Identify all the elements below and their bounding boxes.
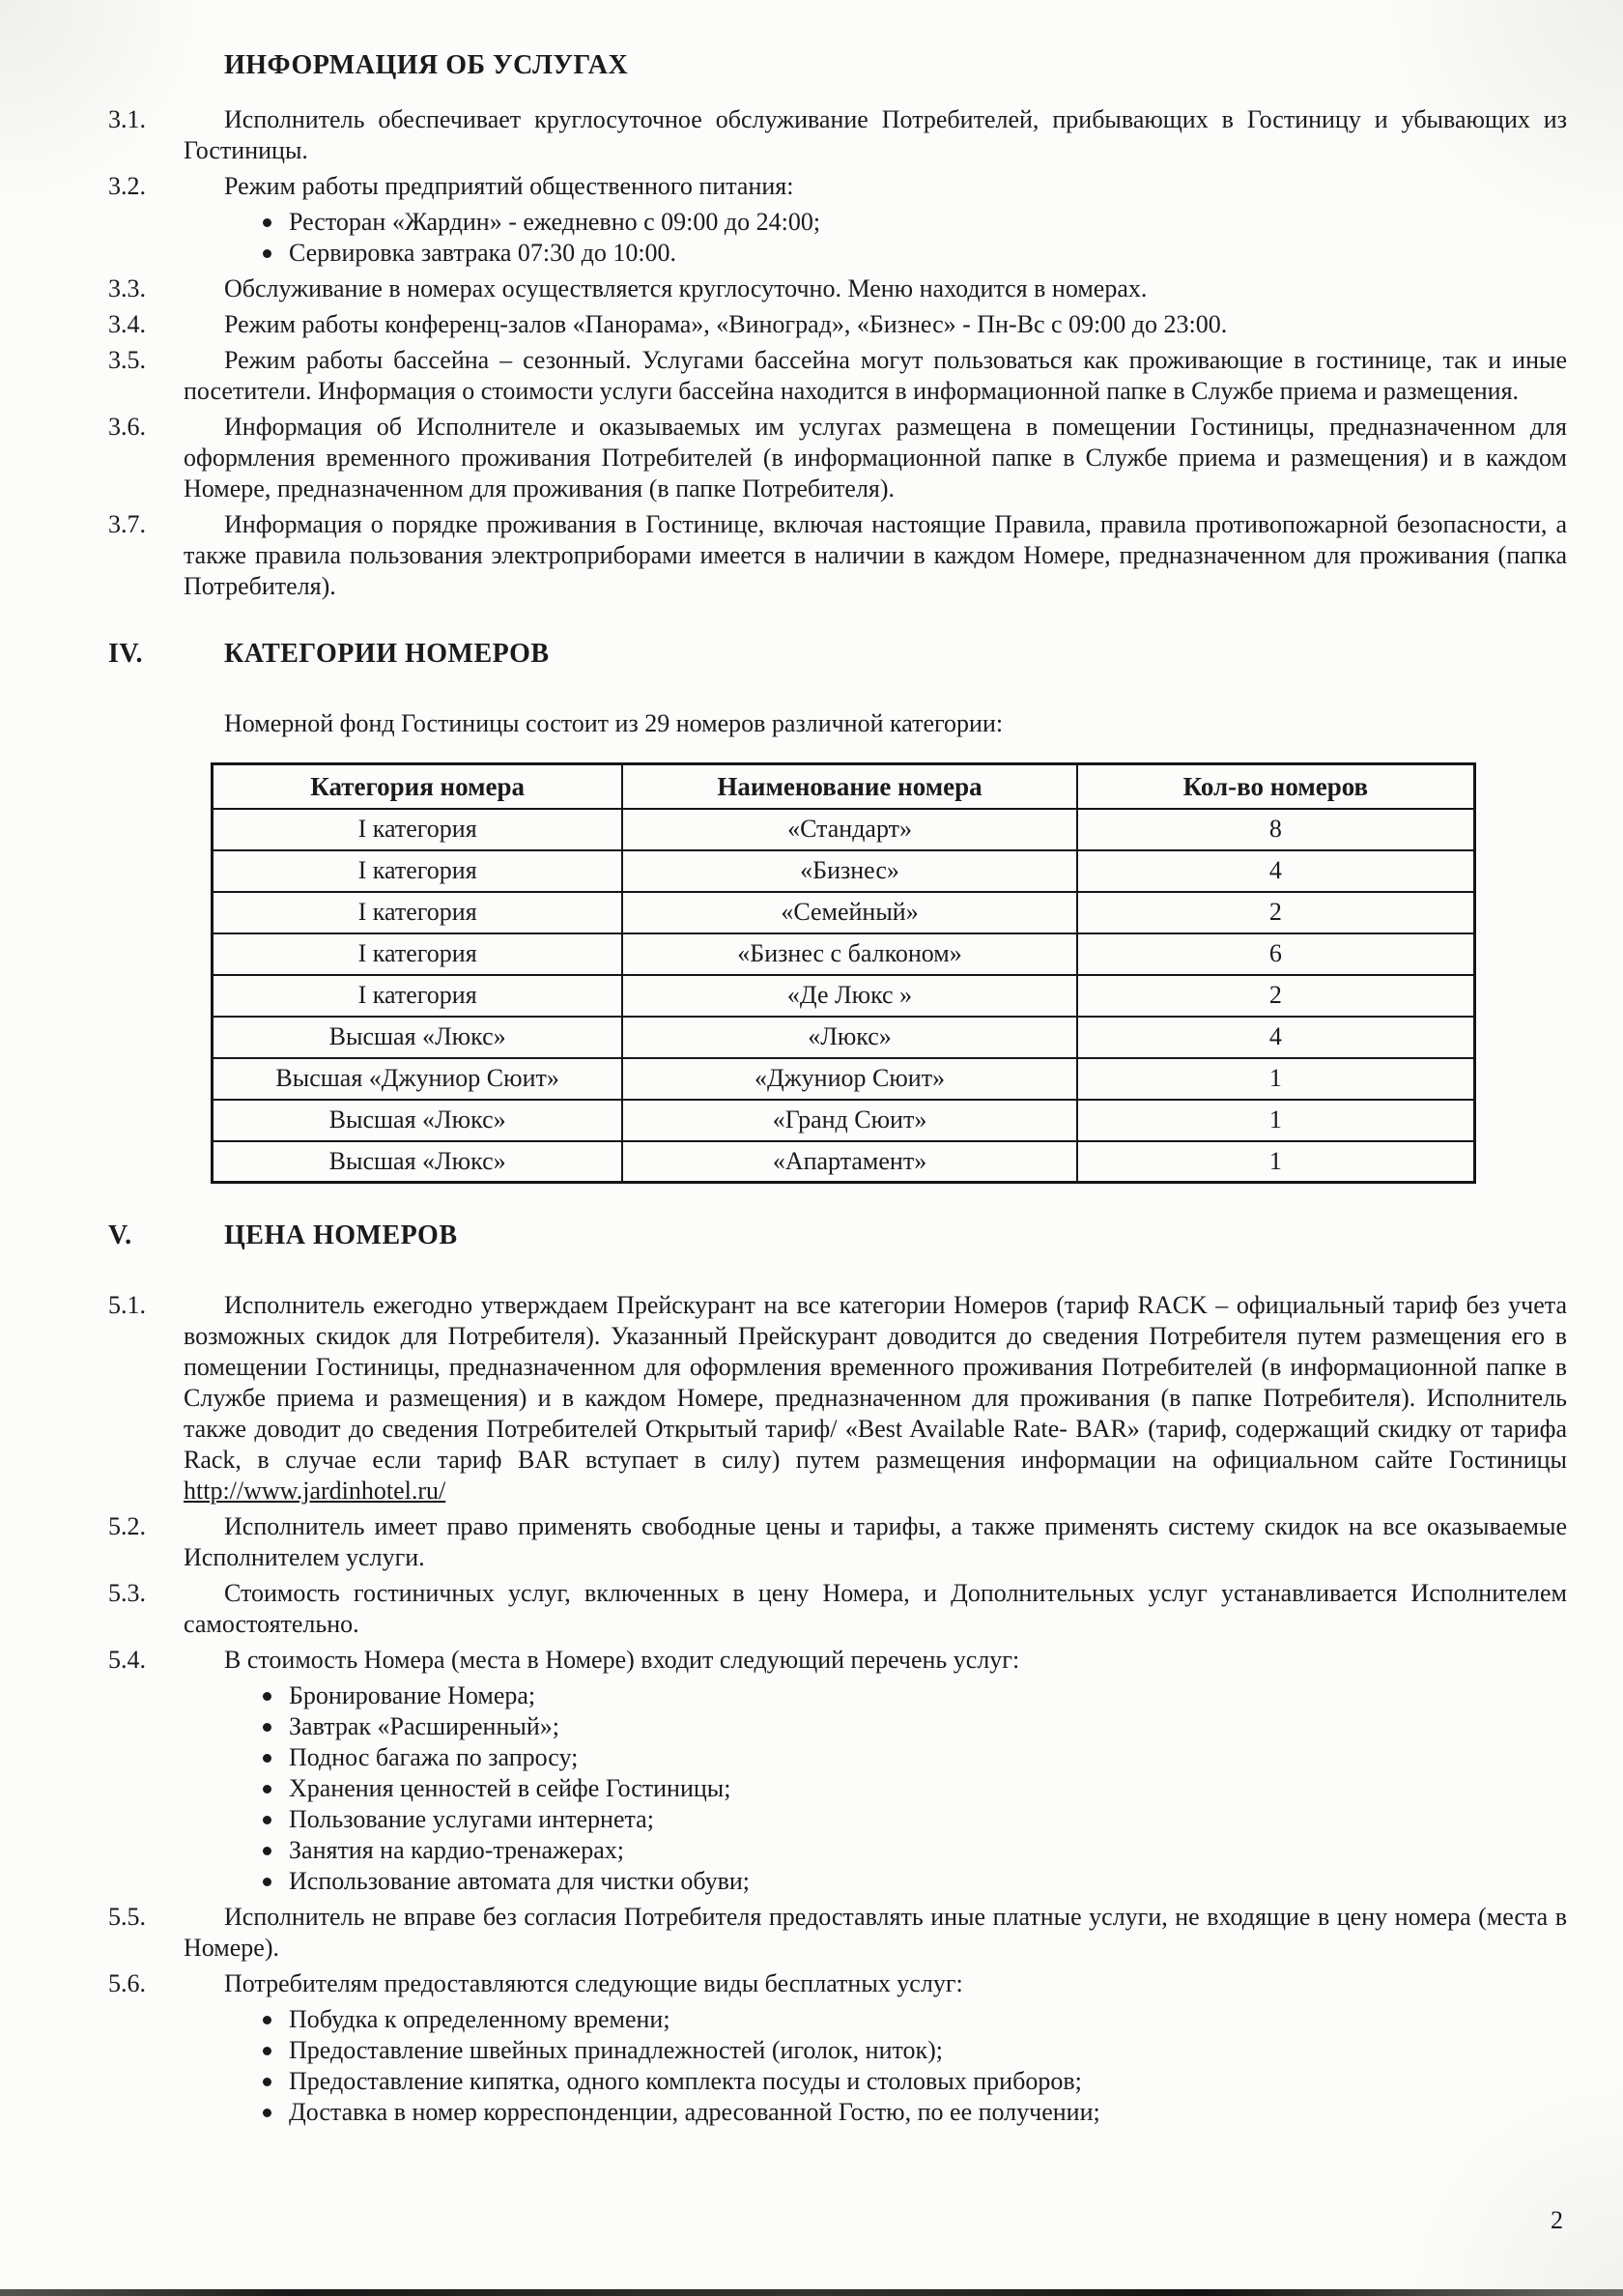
clause-3-1 [0, 104, 1623, 166]
clause-text: Стоимость гостиничных услуг, включенных в цену Номера, и Дополнительных услуг устанавливается Исполнителем самостоятельно. [184, 1579, 1567, 1638]
clause-number: 5.4. [108, 1646, 146, 1674]
table-cell: 8 [1077, 809, 1475, 850]
bullet-item [0, 1773, 1623, 1804]
bullet-icon [263, 2109, 271, 2117]
table-cell: «Люкс» [622, 1017, 1077, 1058]
bullet-icon [263, 2047, 271, 2055]
section-prices-title: ЦЕНА НОМЕРОВ [224, 1220, 458, 1250]
table-row [213, 1017, 1475, 1058]
page-number: 2 [1551, 2206, 1563, 2234]
clause-5-3 [0, 1578, 1623, 1640]
bullet-text: Побудка к определенному времени; [289, 2005, 670, 2033]
bullet-icon [263, 1816, 271, 1824]
bullet-item [0, 1804, 1623, 1835]
table-header-count: Кол-во номеров [1077, 764, 1475, 809]
table-cell: I категория [213, 850, 623, 892]
clause-text: Исполнитель не вправе без согласия Потребителя предоставлять иные платные услуги, не входящие в цену номера (места в Номере). [184, 1903, 1567, 1962]
table-header-category: Категория номера [213, 764, 623, 809]
clause-3-6 [0, 412, 1623, 504]
table-cell: 1 [1077, 1100, 1475, 1141]
bullet-text: Поднос багажа по запросу; [289, 1743, 579, 1771]
section-services-title: ИНФОРМАЦИЯ ОБ УСЛУГАХ [224, 50, 629, 80]
table-row [213, 975, 1475, 1017]
clause-number: 5.1. [108, 1291, 146, 1319]
clause-number: 3.6. [108, 413, 146, 441]
table-cell: «Де Люкс » [622, 975, 1077, 1017]
table-row [213, 1100, 1475, 1141]
clause-text: Исполнитель обеспечивает круглосуточное обслуживание Потребителей, прибывающих в Гостиницу и убывающих из Гостиницы. [184, 105, 1567, 164]
clause-number: 3.1. [108, 105, 146, 133]
table-cell: «Гранд Сюит» [622, 1100, 1077, 1141]
scan-edge-artifact [0, 2289, 1623, 2296]
bullet-icon [263, 1723, 271, 1732]
bullet-text: Предоставление швейных принадлежностей (иголок, ниток); [289, 2036, 944, 2064]
table-row [213, 892, 1475, 933]
rooms-table [211, 762, 1476, 1184]
section-number: V. [108, 1220, 132, 1250]
clause-3-3 [0, 273, 1623, 304]
bullet-item [0, 1680, 1623, 1711]
clause-number: 3.4. [108, 310, 146, 338]
table-cell: «Семейный» [622, 892, 1077, 933]
clause-number: 3.3. [108, 274, 146, 302]
bullet-text: Доставка в номер корреспонденции, адресованной Гостю, по ее получении; [289, 2098, 1100, 2126]
bullet-item [0, 1711, 1623, 1742]
section-number: IV. [108, 639, 144, 669]
section-prices-heading [0, 1220, 1623, 1251]
bullet-item [0, 2004, 1623, 2035]
clause-number: 5.6. [108, 1969, 146, 1997]
clause-number: 5.3. [108, 1579, 146, 1607]
table-cell: 2 [1077, 892, 1475, 933]
table-cell: Высшая «Джуниор Сюит» [213, 1058, 623, 1100]
clause-number: 5.5. [108, 1903, 146, 1931]
table-cell: I категория [213, 809, 623, 850]
bullet-icon [263, 1692, 271, 1701]
clause-5-1 [0, 1290, 1623, 1507]
table-cell: 2 [1077, 975, 1475, 1017]
table-cell: 6 [1077, 933, 1475, 975]
clause-text: Информация о порядке проживания в Гостинице, включая настоящие Правила, правила противопожарной безопасности, а также правила пользования электроприборами имеется в наличии в каждом Номере, предназначенном для проживания (папка Потребителя). [184, 510, 1567, 600]
bullet-icon [263, 218, 271, 227]
clause-text: Режим работы предприятий общественного питания: [224, 172, 794, 200]
bullet-text: Бронирование Номера; [289, 1681, 536, 1709]
clause-5-4-bullets [0, 1680, 1623, 1897]
table-cell: 4 [1077, 1017, 1475, 1058]
table-row [213, 933, 1475, 975]
bullet-item [0, 207, 1623, 238]
clause-text: Исполнитель имеет право применять свободные цены и тарифы, а также применять систему скидок на все оказываемые Исполнителем услуги. [184, 1512, 1567, 1571]
bullet-text: Ресторан «Жардин» - ежедневно с 09:00 до 24:00; [289, 208, 821, 236]
bullet-item [0, 2066, 1623, 2097]
table-cell: I категория [213, 975, 623, 1017]
clause-text: Обслуживание в номерах осуществляется круглосуточно. Меню находится в номерах. [224, 274, 1148, 302]
bullet-icon [263, 2016, 271, 2024]
table-cell: Высшая «Люкс» [213, 1017, 623, 1058]
clause-text: Режим работы бассейна – сезонный. Услугами бассейна могут пользоваться как проживающие в гостинице, так и иные посетители. Информация о стоимости услуги бассейна находится в информационной папке в Службе приема и размещения. [184, 346, 1567, 405]
bullet-item [0, 2097, 1623, 2128]
bullet-text: Занятия на кардио-тренажерах; [289, 1836, 624, 1864]
bullet-icon [263, 1785, 271, 1794]
clause-3-5 [0, 345, 1623, 407]
clause-text: В стоимость Номера (места в Номере) входит следующий перечень услуг: [224, 1646, 1020, 1674]
hotel-website-link: http://www.jardinhotel.ru/ [184, 1477, 446, 1505]
clause-3-2-bullets [0, 207, 1623, 269]
clause-5-4 [0, 1645, 1623, 1676]
clause-5-6-bullets [0, 2004, 1623, 2128]
table-row [213, 850, 1475, 892]
bullet-text: Завтрак «Расширенный»; [289, 1712, 559, 1740]
clause-number: 3.7. [108, 510, 146, 538]
clause-number: 3.5. [108, 346, 146, 374]
table-cell: «Стандарт» [622, 809, 1077, 850]
rooms-intro: Номерной фонд Гостиницы состоит из 29 номеров различной категории: [224, 709, 1004, 737]
table-cell: 4 [1077, 850, 1475, 892]
clause-text-body: Исполнитель ежегодно утверждаем Прейскурант на все категории Номеров (тариф RACK – официальный тариф без учета возможных скидок для Потребителя). Указанный Прейскурант доводится до сведения Потребителя путем размещения его в помещении Гостиницы, предназначенном для оформления временного проживания Потребителей (в информационной папке в Службе приема и размещения) и в каждом Номере, предназначенном для проживания (в папке Потребителя). Исполнитель также доводит до сведения Потребителей Открытый тариф/ «Best Available Rate- BAR» (тариф, содержащий скидку от тарифа Rack, в случае если тариф BAR вступает в силу) путем размещения информации на официальном сайте Гостиницы [184, 1291, 1567, 1474]
clause-number: 5.2. [108, 1512, 146, 1540]
table-cell: Высшая «Люкс» [213, 1100, 623, 1141]
table-cell: «Бизнес» [622, 850, 1077, 892]
table-cell: I категория [213, 933, 623, 975]
table-cell: «Джуниор Сюит» [622, 1058, 1077, 1100]
table-cell: «Бизнес с балконом» [622, 933, 1077, 975]
clause-3-2 [0, 171, 1623, 202]
table-row [213, 809, 1475, 850]
table-cell: 1 [1077, 1058, 1475, 1100]
bullet-icon [263, 249, 271, 258]
clause-text: Режим работы конференц-залов «Панорама», «Виноград», «Бизнес» - Пн-Вс с 09:00 до 23:00. [224, 310, 1228, 338]
table-cell: Высшая «Люкс» [213, 1141, 623, 1183]
bullet-item [0, 238, 1623, 269]
table-cell: I категория [213, 892, 623, 933]
table-cell: 1 [1077, 1141, 1475, 1183]
bullet-icon [263, 1754, 271, 1763]
bullet-text: Предоставление кипятка, одного комплекта посуды и столовых приборов; [289, 2067, 1082, 2095]
bullet-item [0, 2035, 1623, 2066]
section-categories-title: КАТЕГОРИИ НОМЕРОВ [224, 639, 550, 669]
clause-5-6 [0, 1968, 1623, 1999]
table-header-row [213, 764, 1475, 809]
clause-number: 3.2. [108, 172, 146, 200]
bullet-text: Сервировка завтрака 07:30 до 10:00. [289, 239, 677, 267]
clause-text [184, 1290, 1567, 1507]
table-row [213, 1141, 1475, 1183]
bullet-item [0, 1866, 1623, 1897]
bullet-text: Пользование услугами интернета; [289, 1805, 654, 1833]
bullet-text: Использование автомата для чистки обуви; [289, 1867, 750, 1895]
bullet-item [0, 1742, 1623, 1773]
clause-5-5 [0, 1902, 1623, 1964]
clause-text: Потребителям предоставляются следующие виды бесплатных услуг: [224, 1969, 963, 1997]
bullet-icon [263, 2078, 271, 2086]
table-row [213, 1058, 1475, 1100]
table-cell: «Апартамент» [622, 1141, 1077, 1183]
clause-3-7 [0, 509, 1623, 602]
clause-5-2 [0, 1511, 1623, 1573]
clause-text: Информация об Исполнителе и оказываемых им услугах размещена в помещении Гостиницы, предназначенном для оформления временного проживания Потребителей (в информационной папке в Службе приема и размещения) и в каждом Номере, предназначенном для проживания (в папке Потребителя). [184, 413, 1567, 502]
table-header-name: Наименование номера [622, 764, 1077, 809]
bullet-text: Хранения ценностей в сейфе Гостиницы; [289, 1774, 731, 1802]
clause-3-4 [0, 309, 1623, 340]
bullet-icon [263, 1847, 271, 1855]
bullet-item [0, 1835, 1623, 1866]
section-categories-heading [0, 639, 1623, 670]
bullet-icon [263, 1878, 271, 1886]
